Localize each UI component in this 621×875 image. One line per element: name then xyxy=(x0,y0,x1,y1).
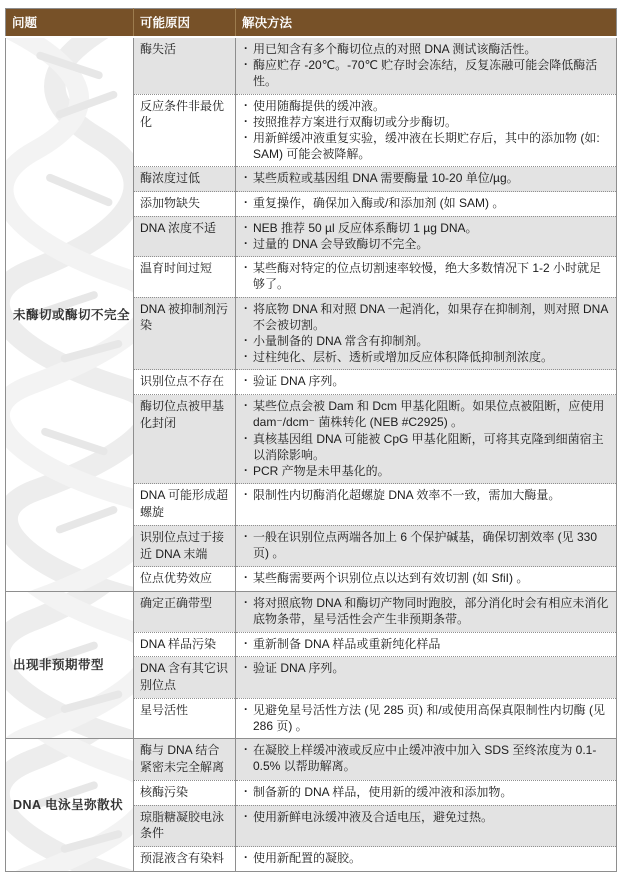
solution-item: · 使用随酶提供的缓冲液。 xyxy=(242,98,610,114)
solution-item: · 将底物 DNA 和对照 DNA 一起消化，如果存在抑制剂，则对照 DNA 不会被切割。 xyxy=(242,301,610,333)
cause-cell xyxy=(134,192,236,217)
table-row xyxy=(6,37,617,94)
solution-item: · 按照推荐方案进行双酶切或分步酶切。 xyxy=(242,114,610,130)
solution-cell xyxy=(236,395,617,484)
solution-item: · 验证 DNA 序列。 xyxy=(242,373,610,389)
cause-label: 酶与 DNA 结合紧密未完全解离 xyxy=(140,743,225,775)
solution-cell xyxy=(236,805,617,847)
solution-item: · 用已知含有多个酶切位点的对照 DNA 测试该酶活性。 xyxy=(242,41,610,57)
problem-cell xyxy=(6,739,134,872)
solution-item: · 过量的 DNA 会导致酶切不完全。 xyxy=(242,236,610,252)
solution-cell xyxy=(236,567,617,592)
cause-cell xyxy=(134,739,236,781)
cause-cell xyxy=(134,847,236,872)
solution-cell xyxy=(236,94,617,167)
solution-cell xyxy=(236,657,617,699)
solution-item: · 过柱纯化、层析、透析或增加反应体积降低抑制剂浓度。 xyxy=(242,349,610,365)
cause-label: 酶浓度过低 xyxy=(140,171,201,186)
solution-item: · 某些质粒或基因组 DNA 需要酶量 10-20 单位/µg。 xyxy=(242,170,610,186)
solution-item: · 在凝胶上样缓冲液或反应中止缓冲液中加入 SDS 至终浓度为 0.1-0.5% 以帮助解离。 xyxy=(242,742,610,774)
solution-item: · 限制性内切酶消化超螺旋 DNA 效率不一致，需加大酶量。 xyxy=(242,487,610,503)
cause-cell xyxy=(134,698,236,738)
solution-item: · 真核基因组 DNA 可能被 CpG 甲基化阻断，可将其克隆到细菌宿主以消除影响。 xyxy=(242,431,610,463)
solution-cell xyxy=(236,780,617,805)
cause-cell xyxy=(134,525,236,567)
solution-cell xyxy=(236,167,617,192)
solution-cell xyxy=(236,370,617,395)
cause-label: DNA 含有其它识别位点 xyxy=(140,661,229,693)
solution-item: · 某些酶需要两个识别位点以达到有效切割 (如 SfiI) 。 xyxy=(242,570,610,586)
cause-cell xyxy=(134,632,236,657)
solution-cell xyxy=(236,37,617,94)
solution-item: · PCR 产物是未甲基化的。 xyxy=(242,463,610,479)
column-header-cause: 可能原因 xyxy=(134,9,236,38)
solution-cell xyxy=(236,257,617,297)
table-row xyxy=(6,592,617,632)
cause-cell xyxy=(134,37,236,94)
cause-cell xyxy=(134,297,236,370)
cause-label: DNA 被抑制剂污染 xyxy=(140,301,229,333)
solution-cell xyxy=(236,632,617,657)
solution-item: · 制备新的 DNA 样品，使用新的缓冲液和添加物。 xyxy=(242,784,610,800)
solution-item: · 某些位点会被 Dam 和 Dcm 甲基化阻断。如果位点被阻断，应使用 dam⁻/dcm⁻ 菌株转化 (NEB #C2925) 。 xyxy=(242,398,610,430)
solution-cell xyxy=(236,698,617,738)
solution-cell xyxy=(236,484,617,526)
solution-cell xyxy=(236,192,617,217)
cause-label: 反应条件非最优化 xyxy=(140,98,225,130)
solution-cell xyxy=(236,216,617,256)
cause-cell xyxy=(134,657,236,699)
solution-item: · 某些酶对特定的位点切割速率较慢，绝大多数情况下 1-2 小时就足够了。 xyxy=(242,260,610,292)
cause-label: 添加物缺失 xyxy=(140,196,201,211)
solution-item: · 使用新配置的凝胶。 xyxy=(242,850,610,866)
problem-label: 未酶切或酶切不完全 xyxy=(13,307,131,322)
cause-label: 位点优势效应 xyxy=(140,571,213,586)
solution-item: · 使用新鲜电泳缓冲液及合适电压，避免过热。 xyxy=(242,809,610,825)
solution-item: · NEB 推荐 50 µl 反应体系酶切 1 µg DNA。 xyxy=(242,220,610,236)
table-row xyxy=(6,739,617,781)
solution-cell xyxy=(236,525,617,567)
cause-cell xyxy=(134,567,236,592)
solution-cell xyxy=(236,847,617,872)
solution-cell xyxy=(236,739,617,781)
cause-cell xyxy=(134,94,236,167)
problem-label: DNA 电泳呈弥散状 xyxy=(13,798,124,813)
cause-cell xyxy=(134,780,236,805)
solution-item: · 用新鲜缓冲液重复实验，缓冲液在长期贮存后，其中的添加物 (如: SAM) 可能会被降解。 xyxy=(242,130,610,162)
solution-item: · 重新制备 DNA 样品或重新纯化样品 xyxy=(242,636,610,652)
cause-cell xyxy=(134,805,236,847)
cause-cell xyxy=(134,257,236,297)
solution-item: · 见避免星号活性方法 (见 285 页) 和/或使用高保真限制性内切酶 (见 286 页) 。 xyxy=(242,702,610,734)
header-row xyxy=(6,9,617,38)
cause-label: 酶切位点被甲基化封闭 xyxy=(140,399,225,430)
cause-label: 星号活性 xyxy=(140,702,189,717)
cause-label: 预混液含有染料 xyxy=(140,851,225,866)
problem-cell xyxy=(6,37,134,592)
solution-item: · 小量制备的 DNA 常含有抑制剂。 xyxy=(242,333,610,349)
solution-item: · 将对照底物 DNA 和酶切产物同时跑胶，部分消化时会有相应未消化底物条带，星号活性会产生非预期条带。 xyxy=(242,595,610,627)
column-header-problem: 问题 xyxy=(6,9,134,38)
solution-item: · 重复操作，确保加入酶或/和添加剂 (如 SAM) 。 xyxy=(242,195,610,211)
cause-label: 酶失活 xyxy=(140,42,177,56)
cause-cell xyxy=(134,370,236,395)
solution-item: · 验证 DNA 序列。 xyxy=(242,660,610,676)
cause-label: 核酶污染 xyxy=(140,784,189,799)
problem-cell xyxy=(6,592,134,739)
cause-label: 温育时间过短 xyxy=(140,261,213,276)
solution-cell xyxy=(236,297,617,370)
cause-label: 确定正确带型 xyxy=(140,596,213,611)
cause-cell xyxy=(134,484,236,526)
solution-item: · 酶应贮存 -20℃。-70℃ 贮存时会冻结，反复冻融可能会降低酶活性。 xyxy=(242,57,610,89)
cause-cell xyxy=(134,216,236,256)
cause-label: 识别位点不存在 xyxy=(140,374,225,389)
cause-label: 识别位点过于接近 DNA 末端 xyxy=(140,529,225,561)
cause-cell xyxy=(134,592,236,632)
cause-label: DNA 可能形成超螺旋 xyxy=(140,488,229,519)
cause-label: 琼脂糖凝胶电泳条件 xyxy=(140,809,225,841)
solution-cell xyxy=(236,592,617,632)
column-header-solution: 解决方法 xyxy=(236,9,617,38)
problem-label: 出现非预期带型 xyxy=(13,658,105,673)
cause-cell xyxy=(134,167,236,192)
cause-cell xyxy=(134,395,236,484)
cause-label: DNA 样品污染 xyxy=(140,636,217,651)
cause-label: DNA 浓度不适 xyxy=(140,220,217,235)
troubleshooting-table xyxy=(5,8,617,872)
solution-item: · 一般在识别位点两端各加上 6 个保护碱基，确保切割效率 (见 330 页) 。 xyxy=(242,529,610,561)
